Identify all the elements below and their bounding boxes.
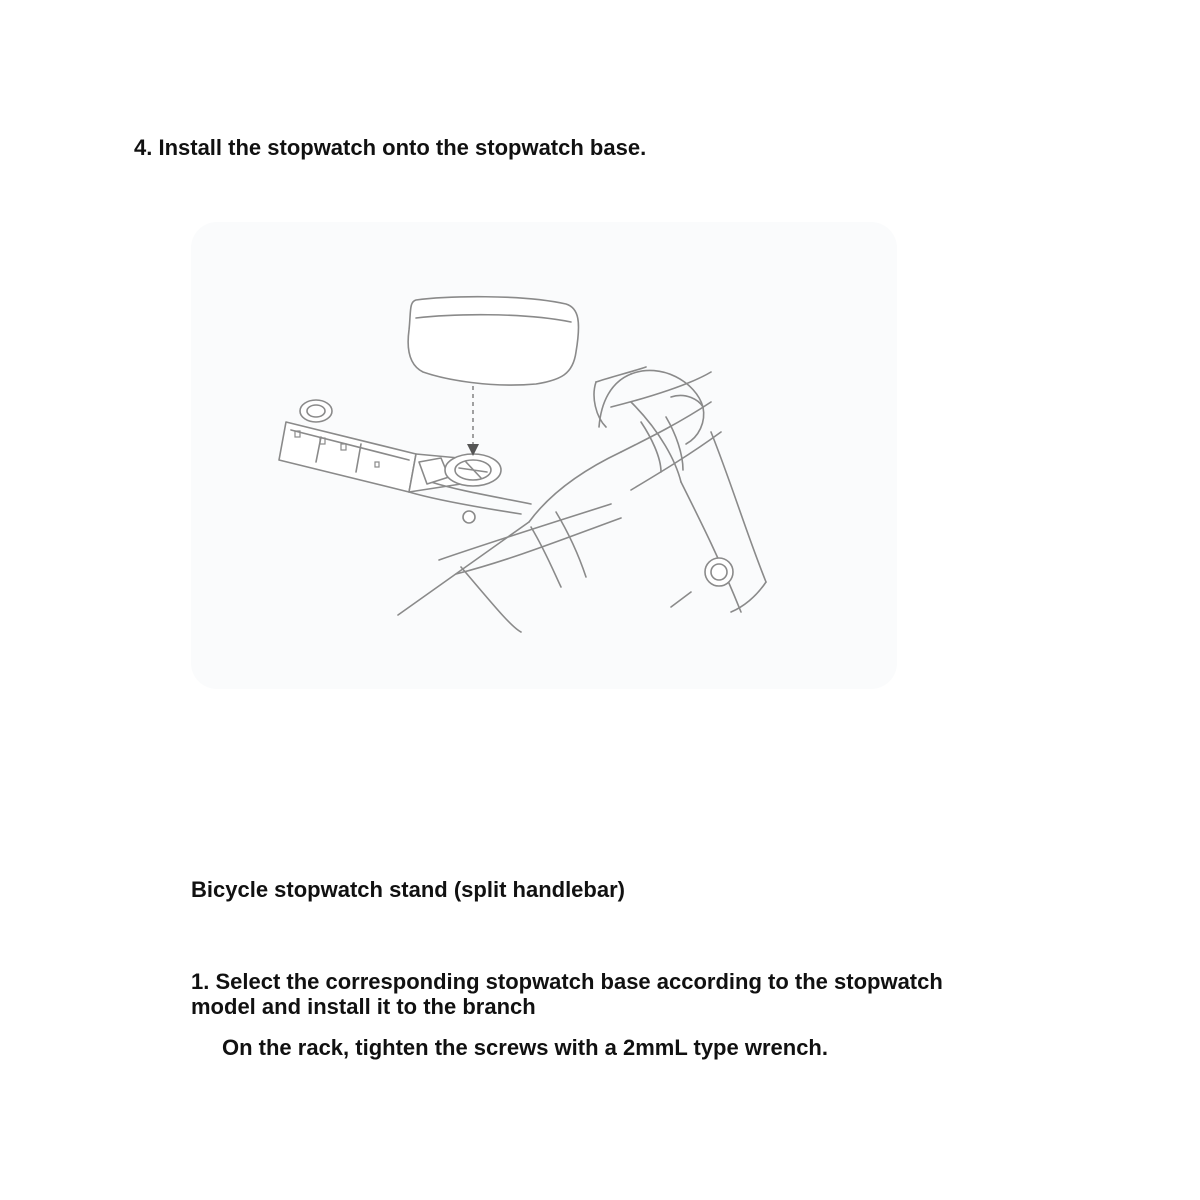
step-1-instruction: 1. Select the corresponding stopwatch base according to the stopwatch model and install it to the branch [191,969,943,1019]
handlebar-drawing [398,367,766,632]
stopwatch-device-drawing [408,297,578,385]
installation-illustration [191,222,897,689]
stopwatch-mount-drawing [191,222,897,689]
step-1-detail: On the rack, tighten the screws with a 2mmL type wrench. [222,1035,828,1060]
section-title: Bicycle stopwatch stand (split handlebar) [191,877,625,902]
step-4-instruction: 4. Install the stopwatch onto the stopwatch base. [134,135,647,160]
bolt-drawing [705,558,733,586]
